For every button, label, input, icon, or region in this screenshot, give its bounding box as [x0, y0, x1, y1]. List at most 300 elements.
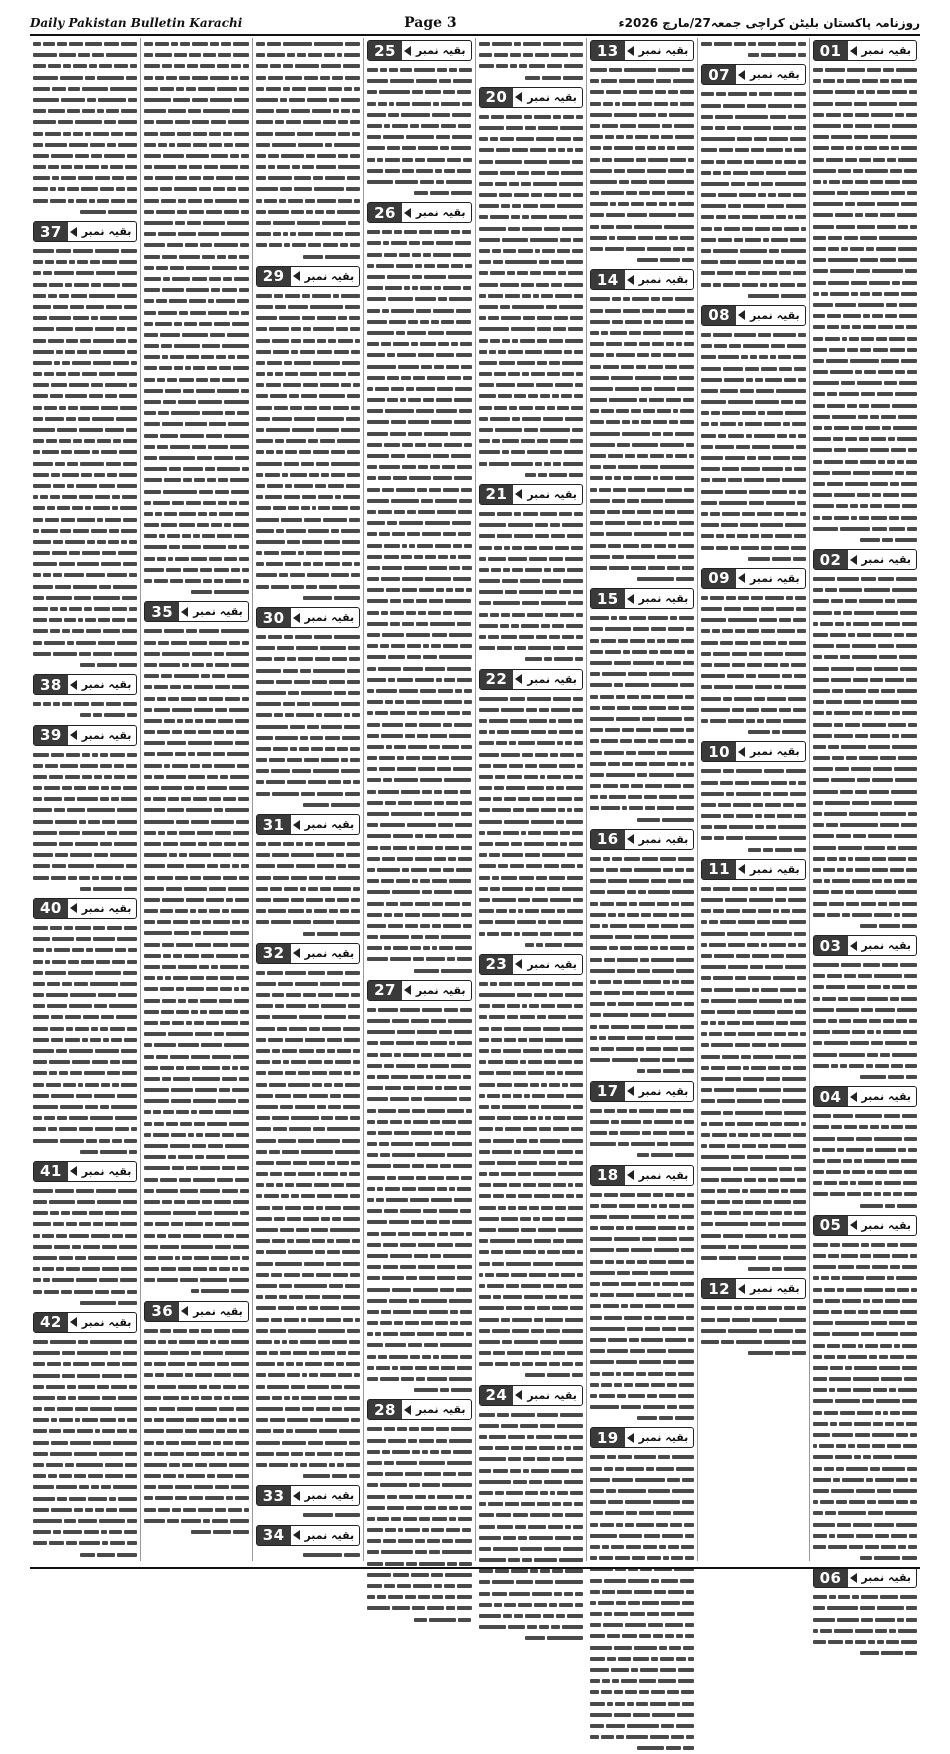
word-placeholder	[276, 109, 289, 113]
word-placeholder	[813, 303, 833, 307]
word-placeholder	[701, 456, 722, 460]
word-placeholder	[509, 182, 519, 186]
word-placeholder	[382, 633, 404, 637]
word-placeholder	[556, 786, 563, 790]
word-placeholder	[377, 1595, 386, 1599]
word-placeholder	[627, 1327, 643, 1331]
word-placeholder	[525, 568, 541, 572]
word-placeholder	[414, 969, 439, 973]
word-placeholder	[827, 913, 840, 917]
word-placeholder	[829, 902, 844, 906]
text-line	[813, 730, 917, 741]
word-placeholder	[777, 814, 792, 818]
word-placeholder	[405, 1321, 419, 1325]
word-placeholder	[445, 902, 460, 906]
word-placeholder	[672, 890, 694, 894]
word-placeholder	[686, 627, 694, 631]
word-placeholder	[567, 148, 573, 152]
word-placeholder	[903, 1181, 917, 1185]
text-line	[590, 735, 694, 746]
word-placeholder	[398, 1109, 410, 1113]
word-placeholder	[687, 309, 695, 313]
word-placeholder	[630, 1304, 644, 1308]
word-placeholder	[367, 644, 377, 648]
word-placeholder	[397, 857, 413, 861]
word-placeholder	[479, 372, 492, 376]
word-placeholder	[574, 1502, 583, 1506]
word-placeholder	[602, 1282, 619, 1286]
word-placeholder	[659, 795, 677, 799]
word-placeholder	[413, 1584, 431, 1588]
text-line	[590, 1127, 694, 1138]
text-line	[701, 1314, 805, 1325]
text-line	[813, 131, 917, 142]
text-line	[813, 1362, 917, 1373]
word-placeholder	[590, 991, 602, 995]
text-line	[479, 1146, 583, 1157]
word-placeholder	[826, 359, 848, 363]
word-placeholder	[658, 146, 665, 150]
continuation-number: 24	[480, 1386, 514, 1405]
word-placeholder	[367, 68, 378, 72]
text-line	[701, 1196, 805, 1207]
word-placeholder	[426, 1075, 433, 1079]
word-placeholder	[748, 53, 759, 57]
word-placeholder	[479, 1413, 495, 1417]
word-placeholder	[671, 902, 678, 906]
word-placeholder	[728, 1189, 741, 1193]
word-placeholder	[458, 1618, 472, 1622]
word-placeholder	[367, 521, 385, 525]
word-placeholder	[291, 210, 304, 214]
word-placeholder	[550, 1491, 556, 1495]
word-placeholder	[734, 238, 744, 242]
word-placeholder	[628, 672, 647, 676]
word-placeholder	[607, 510, 619, 514]
word-placeholder	[813, 348, 827, 352]
word-placeholder	[757, 719, 764, 723]
word-placeholder	[742, 227, 754, 231]
word-placeholder	[559, 512, 572, 516]
word-placeholder	[901, 292, 917, 296]
word-placeholder	[747, 663, 762, 667]
word-placeholder	[668, 627, 684, 631]
word-placeholder	[864, 846, 885, 850]
word-placeholder	[754, 137, 766, 141]
text-line	[414, 965, 471, 976]
word-placeholder	[490, 982, 497, 986]
word-placeholder	[860, 258, 878, 262]
word-placeholder	[502, 1094, 511, 1098]
word-placeholder	[645, 1036, 655, 1040]
word-placeholder	[725, 898, 747, 902]
word-placeholder	[479, 1295, 491, 1299]
word-placeholder	[852, 801, 868, 805]
word-placeholder	[870, 482, 888, 486]
text-line	[590, 428, 694, 439]
word-placeholder	[542, 853, 564, 857]
word-placeholder	[813, 337, 823, 341]
word-placeholder	[367, 879, 379, 883]
word-placeholder	[398, 1176, 415, 1180]
word-placeholder	[784, 1267, 806, 1271]
word-placeholder	[665, 499, 694, 503]
word-placeholder	[556, 137, 571, 141]
text-line	[367, 931, 471, 942]
word-placeholder	[813, 790, 839, 794]
word-placeholder	[728, 719, 744, 723]
word-placeholder	[509, 406, 517, 410]
word-placeholder	[845, 460, 859, 464]
text-line	[813, 1306, 917, 1317]
word-placeholder	[858, 303, 884, 307]
text-line	[813, 232, 917, 243]
word-placeholder	[544, 462, 551, 466]
word-placeholder	[764, 1340, 791, 1344]
word-placeholder	[783, 422, 790, 426]
text-line	[590, 361, 694, 372]
continuation-label: بقیہ نمبر	[527, 1388, 577, 1402]
text-line	[479, 1453, 583, 1464]
word-placeholder	[531, 193, 542, 197]
word-placeholder	[572, 1373, 583, 1377]
text-line	[479, 368, 583, 379]
word-placeholder	[479, 227, 506, 231]
word-placeholder	[590, 1455, 606, 1459]
text-line	[701, 189, 805, 200]
text-line	[479, 346, 583, 357]
word-placeholder	[562, 1027, 583, 1031]
word-placeholder	[834, 711, 850, 715]
word-placeholder	[727, 126, 741, 130]
word-placeholder	[724, 1032, 737, 1036]
word-placeholder	[448, 1075, 461, 1079]
word-placeholder	[554, 657, 573, 661]
text-line	[813, 209, 917, 220]
text-line	[590, 724, 694, 735]
word-placeholder	[490, 137, 499, 141]
word-placeholder	[367, 1550, 379, 1554]
word-placeholder	[501, 708, 524, 712]
word-placeholder	[438, 555, 448, 559]
word-placeholder	[590, 1360, 614, 1364]
word-placeholder	[823, 180, 828, 184]
word-placeholder	[479, 1424, 500, 1428]
word-placeholder	[654, 1248, 679, 1252]
word-placeholder	[892, 124, 917, 128]
word-placeholder	[668, 90, 677, 94]
word-placeholder	[735, 685, 753, 689]
word-placeholder	[757, 920, 770, 924]
word-placeholder	[645, 784, 662, 788]
word-placeholder	[393, 846, 407, 850]
word-placeholder	[297, 53, 306, 57]
continuation-number: 04	[814, 1087, 848, 1106]
text-line	[367, 730, 471, 741]
word-placeholder	[542, 249, 555, 253]
word-placeholder	[283, 64, 293, 68]
word-placeholder	[907, 191, 917, 195]
word-placeholder	[345, 305, 360, 309]
word-placeholder	[813, 392, 825, 396]
word-placeholder	[778, 1234, 788, 1238]
word-placeholder	[256, 132, 273, 136]
text-line	[813, 433, 917, 444]
word-placeholder	[634, 476, 651, 480]
word-placeholder	[786, 769, 806, 773]
word-placeholder	[444, 700, 461, 704]
text-line	[367, 573, 471, 584]
word-placeholder	[769, 1234, 776, 1238]
word-placeholder	[639, 113, 656, 117]
word-placeholder	[352, 132, 360, 136]
word-placeholder	[385, 1343, 407, 1347]
word-placeholder	[590, 795, 598, 799]
text-line	[701, 530, 805, 541]
continuation-label: بقیہ نمبر	[638, 44, 689, 57]
word-placeholder	[758, 333, 771, 337]
text-line	[590, 691, 694, 702]
word-placeholder	[479, 182, 493, 186]
word-placeholder	[479, 1262, 490, 1266]
word-placeholder	[367, 1310, 379, 1314]
word-placeholder	[898, 756, 917, 760]
word-placeholder	[367, 778, 381, 782]
word-placeholder	[550, 898, 571, 902]
text-line	[860, 1071, 917, 1082]
word-placeholder	[634, 1455, 656, 1459]
word-placeholder	[745, 238, 761, 242]
word-placeholder	[456, 1288, 471, 1292]
word-placeholder	[880, 213, 895, 217]
word-placeholder	[538, 473, 547, 477]
word-placeholder	[845, 689, 865, 693]
word-placeholder	[682, 1702, 694, 1706]
word-placeholder	[558, 148, 566, 152]
word-placeholder	[622, 762, 632, 766]
text-line	[813, 1133, 917, 1144]
word-placeholder	[390, 611, 403, 615]
word-placeholder	[729, 1133, 736, 1137]
word-placeholder	[444, 778, 472, 782]
word-placeholder	[526, 708, 536, 712]
word-placeholder	[813, 1606, 826, 1610]
word-placeholder	[496, 1513, 510, 1517]
text-line	[748, 1347, 805, 1358]
word-placeholder	[571, 1469, 582, 1473]
word-placeholder	[830, 1192, 845, 1196]
word-placeholder	[625, 1623, 646, 1627]
word-placeholder	[274, 294, 284, 298]
word-placeholder	[605, 1511, 624, 1515]
word-placeholder	[523, 1150, 541, 1154]
word-placeholder	[654, 1316, 665, 1320]
word-placeholder	[416, 599, 427, 603]
word-placeholder	[411, 1019, 428, 1023]
word-placeholder	[720, 920, 736, 924]
word-placeholder	[461, 913, 472, 917]
word-placeholder	[758, 674, 780, 678]
word-placeholder	[728, 478, 743, 482]
word-placeholder	[835, 90, 855, 94]
word-placeholder	[649, 706, 666, 710]
text-line	[590, 305, 694, 316]
word-placeholder	[898, 1388, 917, 1392]
word-placeholder	[427, 376, 445, 380]
word-placeholder	[909, 90, 917, 94]
word-placeholder	[688, 1657, 695, 1661]
word-placeholder	[529, 1004, 539, 1008]
word-placeholder	[682, 68, 694, 72]
text-line	[367, 506, 471, 517]
word-placeholder	[761, 182, 773, 186]
text-line	[479, 38, 583, 49]
word-placeholder	[451, 146, 472, 150]
word-placeholder	[765, 596, 784, 600]
word-placeholder	[283, 232, 289, 236]
word-placeholder	[275, 305, 287, 309]
word-placeholder	[479, 797, 491, 801]
word-placeholder	[908, 857, 917, 861]
word-placeholder	[641, 695, 651, 699]
word-placeholder	[433, 102, 439, 106]
article-text	[701, 38, 805, 60]
word-placeholder	[685, 1293, 695, 1297]
word-placeholder	[537, 1502, 550, 1506]
word-placeholder	[813, 113, 825, 117]
word-placeholder	[479, 1525, 496, 1529]
text-line	[367, 1082, 471, 1093]
word-placeholder	[529, 64, 545, 68]
word-placeholder	[713, 652, 730, 656]
word-placeholder	[727, 932, 748, 936]
word-placeholder	[621, 1120, 641, 1124]
word-placeholder	[533, 182, 556, 186]
text-line	[813, 1384, 917, 1395]
word-placeholder	[896, 644, 917, 648]
word-placeholder	[845, 482, 867, 486]
word-placeholder	[783, 1256, 806, 1260]
word-placeholder	[846, 1467, 868, 1471]
word-placeholder	[394, 230, 402, 234]
word-placeholder	[540, 1340, 557, 1344]
word-placeholder	[868, 834, 892, 838]
text-line	[367, 1228, 471, 1239]
word-placeholder	[438, 297, 447, 301]
word-placeholder	[642, 309, 654, 313]
word-placeholder	[797, 976, 805, 980]
text-line	[813, 584, 917, 595]
word-placeholder	[489, 719, 508, 723]
word-placeholder	[367, 1164, 391, 1168]
word-placeholder	[827, 857, 837, 861]
text-line	[590, 612, 694, 623]
word-placeholder	[656, 79, 672, 83]
word-placeholder	[536, 635, 547, 639]
word-placeholder	[547, 1636, 582, 1640]
text-line	[367, 629, 471, 640]
word-placeholder	[885, 1288, 895, 1292]
word-placeholder	[785, 523, 805, 527]
word-placeholder	[639, 1511, 654, 1515]
word-placeholder	[769, 249, 778, 253]
word-placeholder	[871, 404, 890, 408]
word-placeholder	[449, 1439, 472, 1443]
word-placeholder	[443, 611, 452, 615]
word-placeholder	[455, 1243, 472, 1247]
word-placeholder	[813, 1388, 827, 1392]
word-placeholder	[617, 706, 630, 710]
word-placeholder	[424, 275, 446, 279]
word-placeholder	[479, 876, 490, 880]
word-placeholder	[813, 102, 833, 106]
word-placeholder	[837, 79, 843, 83]
word-placeholder	[879, 924, 900, 928]
word-placeholder	[385, 801, 396, 805]
word-placeholder	[875, 890, 896, 894]
text-line	[701, 463, 805, 474]
word-placeholder	[648, 890, 670, 894]
word-placeholder	[422, 1008, 441, 1012]
word-placeholder	[875, 1181, 883, 1185]
word-placeholder	[616, 1248, 629, 1252]
word-placeholder	[459, 1097, 471, 1101]
word-placeholder	[443, 723, 452, 727]
word-placeholder	[568, 1183, 573, 1187]
word-placeholder	[376, 264, 394, 268]
word-placeholder	[640, 465, 658, 469]
word-placeholder	[902, 1299, 917, 1303]
word-placeholder	[325, 143, 333, 147]
word-placeholder	[842, 1276, 864, 1280]
word-placeholder	[701, 1234, 720, 1238]
word-placeholder	[763, 792, 771, 796]
word-placeholder	[507, 1015, 518, 1019]
text-line	[813, 1328, 917, 1339]
word-placeholder	[792, 1340, 805, 1344]
word-placeholder	[761, 546, 771, 550]
word-placeholder	[856, 269, 871, 273]
word-placeholder	[421, 1321, 433, 1325]
word-placeholder	[431, 1198, 453, 1202]
word-placeholder	[745, 836, 777, 840]
word-placeholder	[686, 728, 695, 732]
word-placeholder	[791, 663, 806, 667]
word-placeholder	[742, 1189, 748, 1193]
word-placeholder	[658, 68, 680, 72]
continuation-label: بقیہ نمبر	[638, 1084, 689, 1098]
text-line	[256, 94, 360, 105]
word-placeholder	[562, 523, 583, 527]
word-placeholder	[510, 697, 525, 701]
word-placeholder	[738, 1256, 756, 1260]
word-placeholder	[479, 1239, 488, 1243]
word-placeholder	[367, 499, 389, 503]
text-line	[367, 1546, 471, 1557]
word-placeholder	[843, 1159, 852, 1163]
word-placeholder	[418, 465, 429, 469]
word-placeholder	[825, 1299, 840, 1303]
word-placeholder	[479, 137, 488, 141]
word-placeholder	[827, 392, 837, 396]
story-block	[813, 935, 917, 1082]
word-placeholder	[562, 1625, 583, 1629]
word-placeholder	[566, 624, 583, 628]
word-placeholder	[908, 723, 917, 727]
word-placeholder	[891, 1064, 903, 1068]
word-placeholder	[783, 803, 794, 807]
word-placeholder	[664, 225, 694, 229]
